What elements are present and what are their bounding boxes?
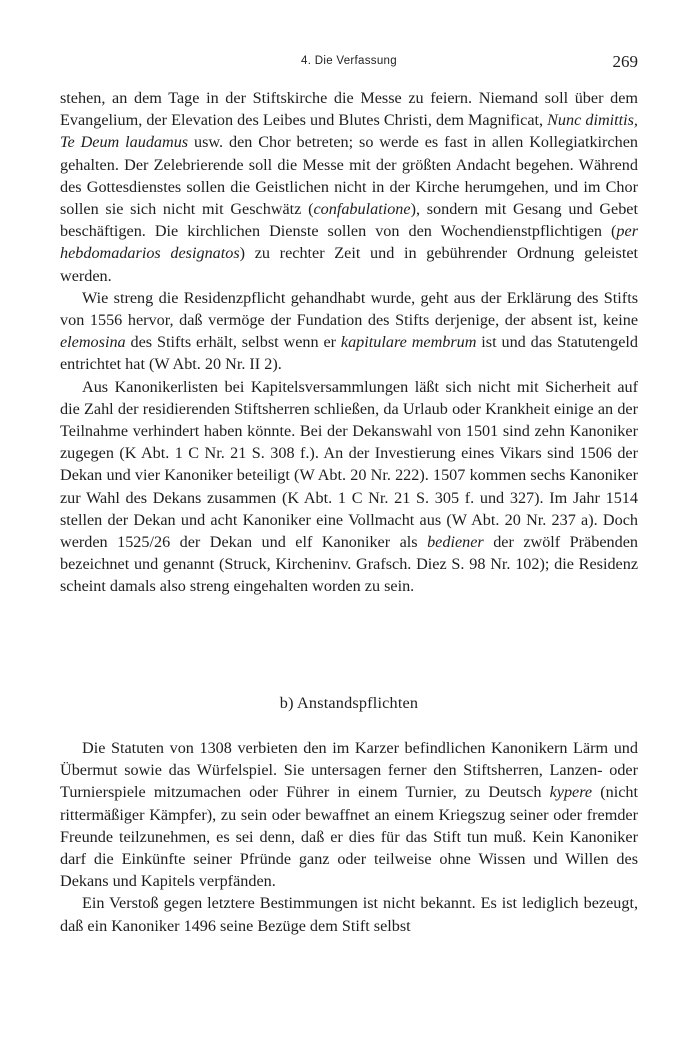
chapter-title: 4. Die Verfassung	[301, 55, 397, 67]
italic-term: per hebdomadarios designatos	[60, 222, 638, 263]
text-run: ), sondern mit Gesang und Gebet beschäftigen. Die kirchlichen Dienste sollen von den Wochendienstpflichtigen (	[60, 200, 638, 241]
paragraph	[60, 376, 638, 598]
page-number: 269	[612, 52, 638, 71]
text-run: Die Statuten von 1308 verbieten den im Karzer befindlichen Kanonikern Lärm und Übermut sowie das Würfelspiel. Sie untersagen ferner den Stiftsherren, Lanzen- oder Turnierspiele mitzumachen oder Führer in einem Turnier, zu Deutsch	[60, 739, 638, 802]
body-text-section-b	[60, 737, 638, 937]
italic-term: kypere	[549, 783, 593, 802]
italic-term: elemosina	[60, 333, 126, 352]
text-run: ist und das Statutengeld entrichtet hat (W Abt. 20 Nr. II 2).	[60, 333, 638, 374]
italic-term: Nunc dimittis, Te Deum laudamus	[60, 111, 638, 152]
text-run: ) zu rechter Zeit und in gebührender Ordnung geleistet werden.	[60, 244, 639, 285]
paragraph	[60, 737, 638, 892]
section-heading: b) Anstandspflichten	[279, 694, 419, 712]
paragraph	[60, 287, 638, 376]
text-run: (nicht rittermäßiger Kämpfer), zu sein oder bewaffnet an einem Kriegszug seiner oder fremder Freunde teilzunehmen, es sei denn, daß er dies für das Stift tun muß. Kein Kanoniker darf die Einkünfte seiner Pfründe ganz oder teilweise ohne Wissen und Willen des Dekans und Kapitels verpfänden.	[60, 783, 638, 891]
paragraph	[60, 892, 638, 936]
text-run: stehen, an dem Tage in der Stiftskirche die Messe zu feiern. Niemand soll über dem Evangelium, der Elevation des Leibes und Blutes Christi, dem Magnificat,	[60, 89, 638, 130]
text-run: Aus Kanonikerlisten bei Kapitelsversammlungen läßt sich nicht mit Sicherheit auf die Zahl der residierenden Stiftsherren schließen, da Urlaub oder Krankheit einige an der Teilnahme verhindert haben könnte. Bei der Dekanswahl von 1501 sind zehn Kanoniker zugegen (K Abt. 1 C Nr. 21 S. 308 f.). An der Investierung eines Vikars sind 1506 der Dekan und vier Kanoniker beteiligt (W Abt. 20 Nr. 222). 1507 kommen sechs Kanoniker zur Wahl des Dekans zusammen (K Abt. 1 C Nr. 21 S. 305 f. und 327). Im Jahr 1514 stellen der Dekan und acht Kanoniker eine Vollmacht aus (W Abt. 20 Nr. 237 a). Doch werden 1525/26 der Dekan und elf Kanoniker als	[60, 377, 638, 552]
text-run: Ein Verstoß gegen letztere Bestimmungen ist nicht bekannt. Es ist lediglich bezeugt, daß ein Kanoniker 1496 seine Bezüge dem Stift selbst	[60, 894, 638, 935]
italic-term: kapitulare membrum	[340, 333, 477, 352]
text-run: Wie streng die Residenzpflicht gehandhabt wurde, geht aus der Erklärung des Stifts von 1556 hervor, daß vermöge der Fundation des Stifts derjenige, der absent ist, keine	[60, 288, 638, 330]
italic-term: bediener	[427, 533, 484, 552]
italic-term: confabulatione	[313, 200, 411, 219]
paragraph	[60, 87, 638, 287]
body-text	[60, 87, 638, 598]
running-head	[60, 52, 638, 72]
text-run: der zwölf Präbenden bezeichnet und genannt (Struck, Kircheninv. Grafsch. Diez S. 98 Nr. 102); die Residenz scheint damals also streng eingehalten worden zu sein.	[60, 533, 638, 596]
text-run: des Stifts erhält, selbst wenn er	[125, 333, 341, 352]
text-run: usw. den Chor betreten; so werde es fast in allen Kollegiatkirchen gehalten. Der Zelebrierende soll die Messe mit der größten Andacht begehen. Während des Gottesdienstes sollen die Geistlichen nicht in der Kirche herumgehen, und im Chor sollen sie sich nicht mit Geschwätz (	[60, 133, 638, 219]
